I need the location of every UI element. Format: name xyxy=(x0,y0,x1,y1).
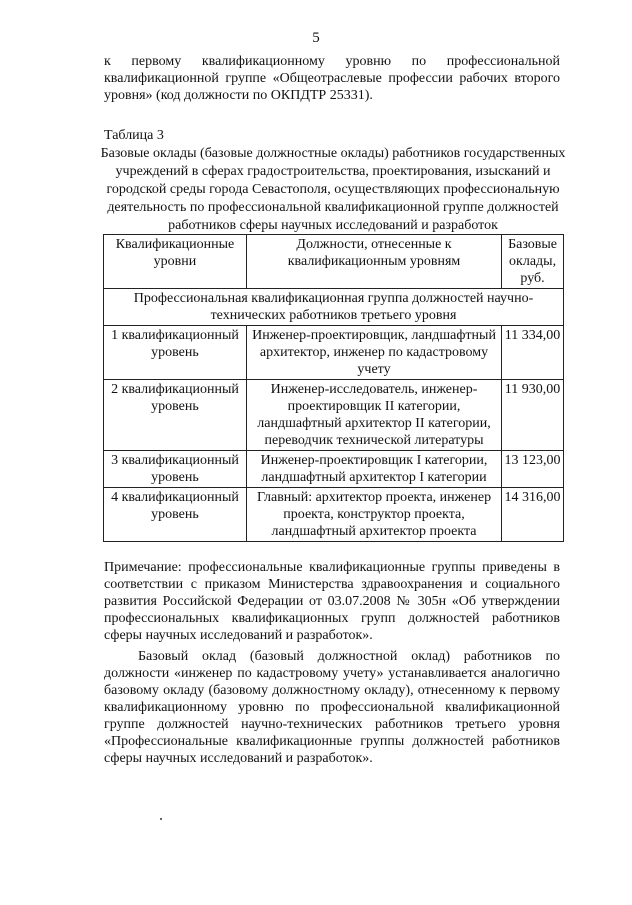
group-title-cell: Профессиональная квалификационная группа должностей научно-технических работников третьего уровня xyxy=(104,289,564,326)
header-salary: Базовые оклады, руб. xyxy=(502,235,564,289)
base-salary-paragraph: Базовый оклад (базовый должностной оклад) работников по должности «инженер по кадастровому учету» устанавливается аналогично базовому окладу (базовому должностному окладу), отнесенному к первому квалификационному уровню по профессиональной квалификационной группе должностей научно-технических работников третьего уровня «Профессиональные квалификационные группы должностей работников сферы научных исследований и разработок». xyxy=(104,649,560,766)
positions-cell: Инженер-проектировщик, ландшафтный архитектор, инженер по кадастровому учету xyxy=(246,326,501,380)
salary-cell: 14 316,00 xyxy=(502,488,564,542)
positions-cell: Главный: архитектор проекта, инженер проекта, конструктор проекта, ландшафтный архитектор проекта xyxy=(246,488,501,542)
table-header-row xyxy=(104,235,564,289)
table-row xyxy=(104,451,564,488)
salary-table xyxy=(103,234,564,542)
table-title: Базовые оклады (базовые должностные оклады) работников государственных учреждений в сферах градостроительства, проектирования, изысканий и городской среды города Севастополя, осуществляющих профессиональную деятельность по профессиональной квалификационной группе должностей работников сферы научных исследований и разработок xyxy=(100,146,566,233)
level-cell: 2 квалификационный уровень xyxy=(104,380,247,451)
note-paragraph: Примечание: профессиональные квалификационные группы приведены в соответствии с приказом Министерства здравоохранения и социального развития Российской Федерации от 03.07.2008 № 305н «Об утверждении профессиональных квалификационных групп должностей работников сферы научных исследований и разработок». xyxy=(104,560,560,643)
table-row xyxy=(104,326,564,380)
level-cell: 4 квалификационный уровень xyxy=(104,488,247,542)
positions-cell: Инженер-исследователь, инженер-проектировщик II категории, ландшафтный архитектор II категории, переводчик технической литературы xyxy=(246,380,501,451)
salary-cell: 11 930,00 xyxy=(502,380,564,451)
intro-paragraph: к первому квалификационному уровню по профессиональной квалификационной группе «Общеотраслевые профессии рабочих второго уровня» (код должности по ОКПДТР 25331). xyxy=(104,54,560,103)
table-row xyxy=(104,380,564,451)
level-cell: 3 квалификационный уровень xyxy=(104,451,247,488)
salary-cell: 11 334,00 xyxy=(502,326,564,380)
table-label: Таблица 3 xyxy=(104,128,164,143)
header-positions: Должности, отнесенные к квалификационным уровням xyxy=(246,235,501,289)
header-levels: Квалификационные уровни xyxy=(104,235,247,289)
table-row xyxy=(104,488,564,542)
scan-speck xyxy=(160,818,162,820)
page-number: 5 xyxy=(312,30,320,46)
table-group-row xyxy=(104,289,564,326)
level-cell: 1 квалификационный уровень xyxy=(104,326,247,380)
positions-cell: Инженер-проектировщик I категории, ландшафтный архитектор I категории xyxy=(246,451,501,488)
salary-cell: 13 123,00 xyxy=(502,451,564,488)
